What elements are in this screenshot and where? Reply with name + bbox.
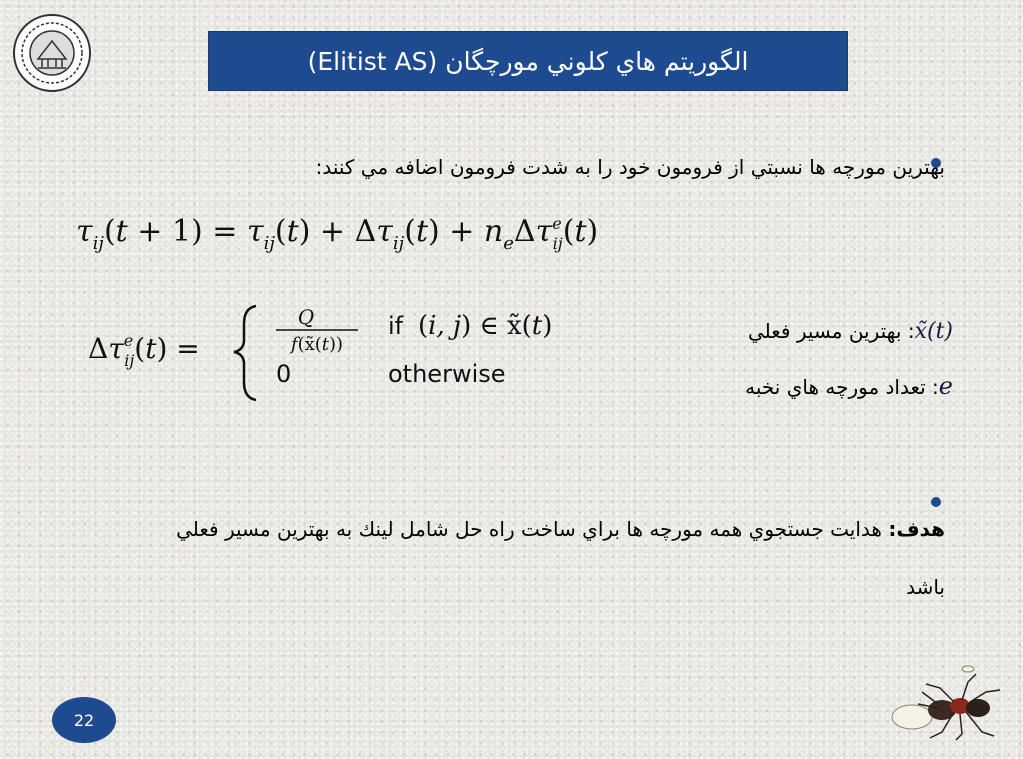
- symbol: e: [938, 372, 953, 400]
- svg-text:if: if: [388, 312, 404, 340]
- svg-text:τij(t + 1) = τij(t) + Δτij(t): $\tau_{ij}(t + 1) = \tau_{ij}(t) + \Delta\tau_{ij}(t) + n_e\Delta\tau^e$ ij(t): [76, 214, 599, 254]
- bullet-text: بهترين مورچه ها نسبتي از فرومون خود را به شدت فرومون اضافه مي كنند:: [315, 155, 945, 179]
- goal-label: هدف:: [888, 517, 945, 541]
- definition-text: : بهترين مسير فعلي: [747, 319, 915, 343]
- bullet-text: [165, 500, 945, 616]
- ant-image: [882, 662, 1012, 742]
- svg-text:Q: Q: [297, 305, 315, 329]
- title-bar: [208, 31, 848, 91]
- svg-text:0: 0: [276, 360, 292, 388]
- symbol: x̃(t): [914, 319, 953, 344]
- svg-text:Δτeij(t) =: $\Delta\tau^e$ ij(t) =: [88, 331, 200, 370]
- slide-title: الگوريتم هاي كلوني مورچگان (Elitist AS): [307, 46, 749, 76]
- definition-text: : تعداد مورچه هاي نخبه: [745, 375, 939, 399]
- svg-text:f(x̃(t)): f(x̃(t)): [290, 334, 344, 355]
- goal-text: هدايت جستجوي همه مورچه ها براي ساخت راه حل شامل لينك به بهترين مسير فعلي باشد: [176, 517, 945, 599]
- page-number: 22: [52, 697, 116, 743]
- pheromone-update-equation: [76, 207, 636, 257]
- university-seal-icon: [12, 13, 92, 93]
- bg-grid-line: [0, 190, 1023, 191]
- svg-text:otherwise: otherwise: [388, 360, 506, 388]
- delta-elitist-equation: [88, 298, 588, 406]
- definition-elite-count: [653, 372, 953, 400]
- svg-text:(i, j) ∈ x̃(t): (i, j) ∈ x̃(t): [418, 311, 553, 341]
- definition-best-path: [653, 319, 953, 344]
